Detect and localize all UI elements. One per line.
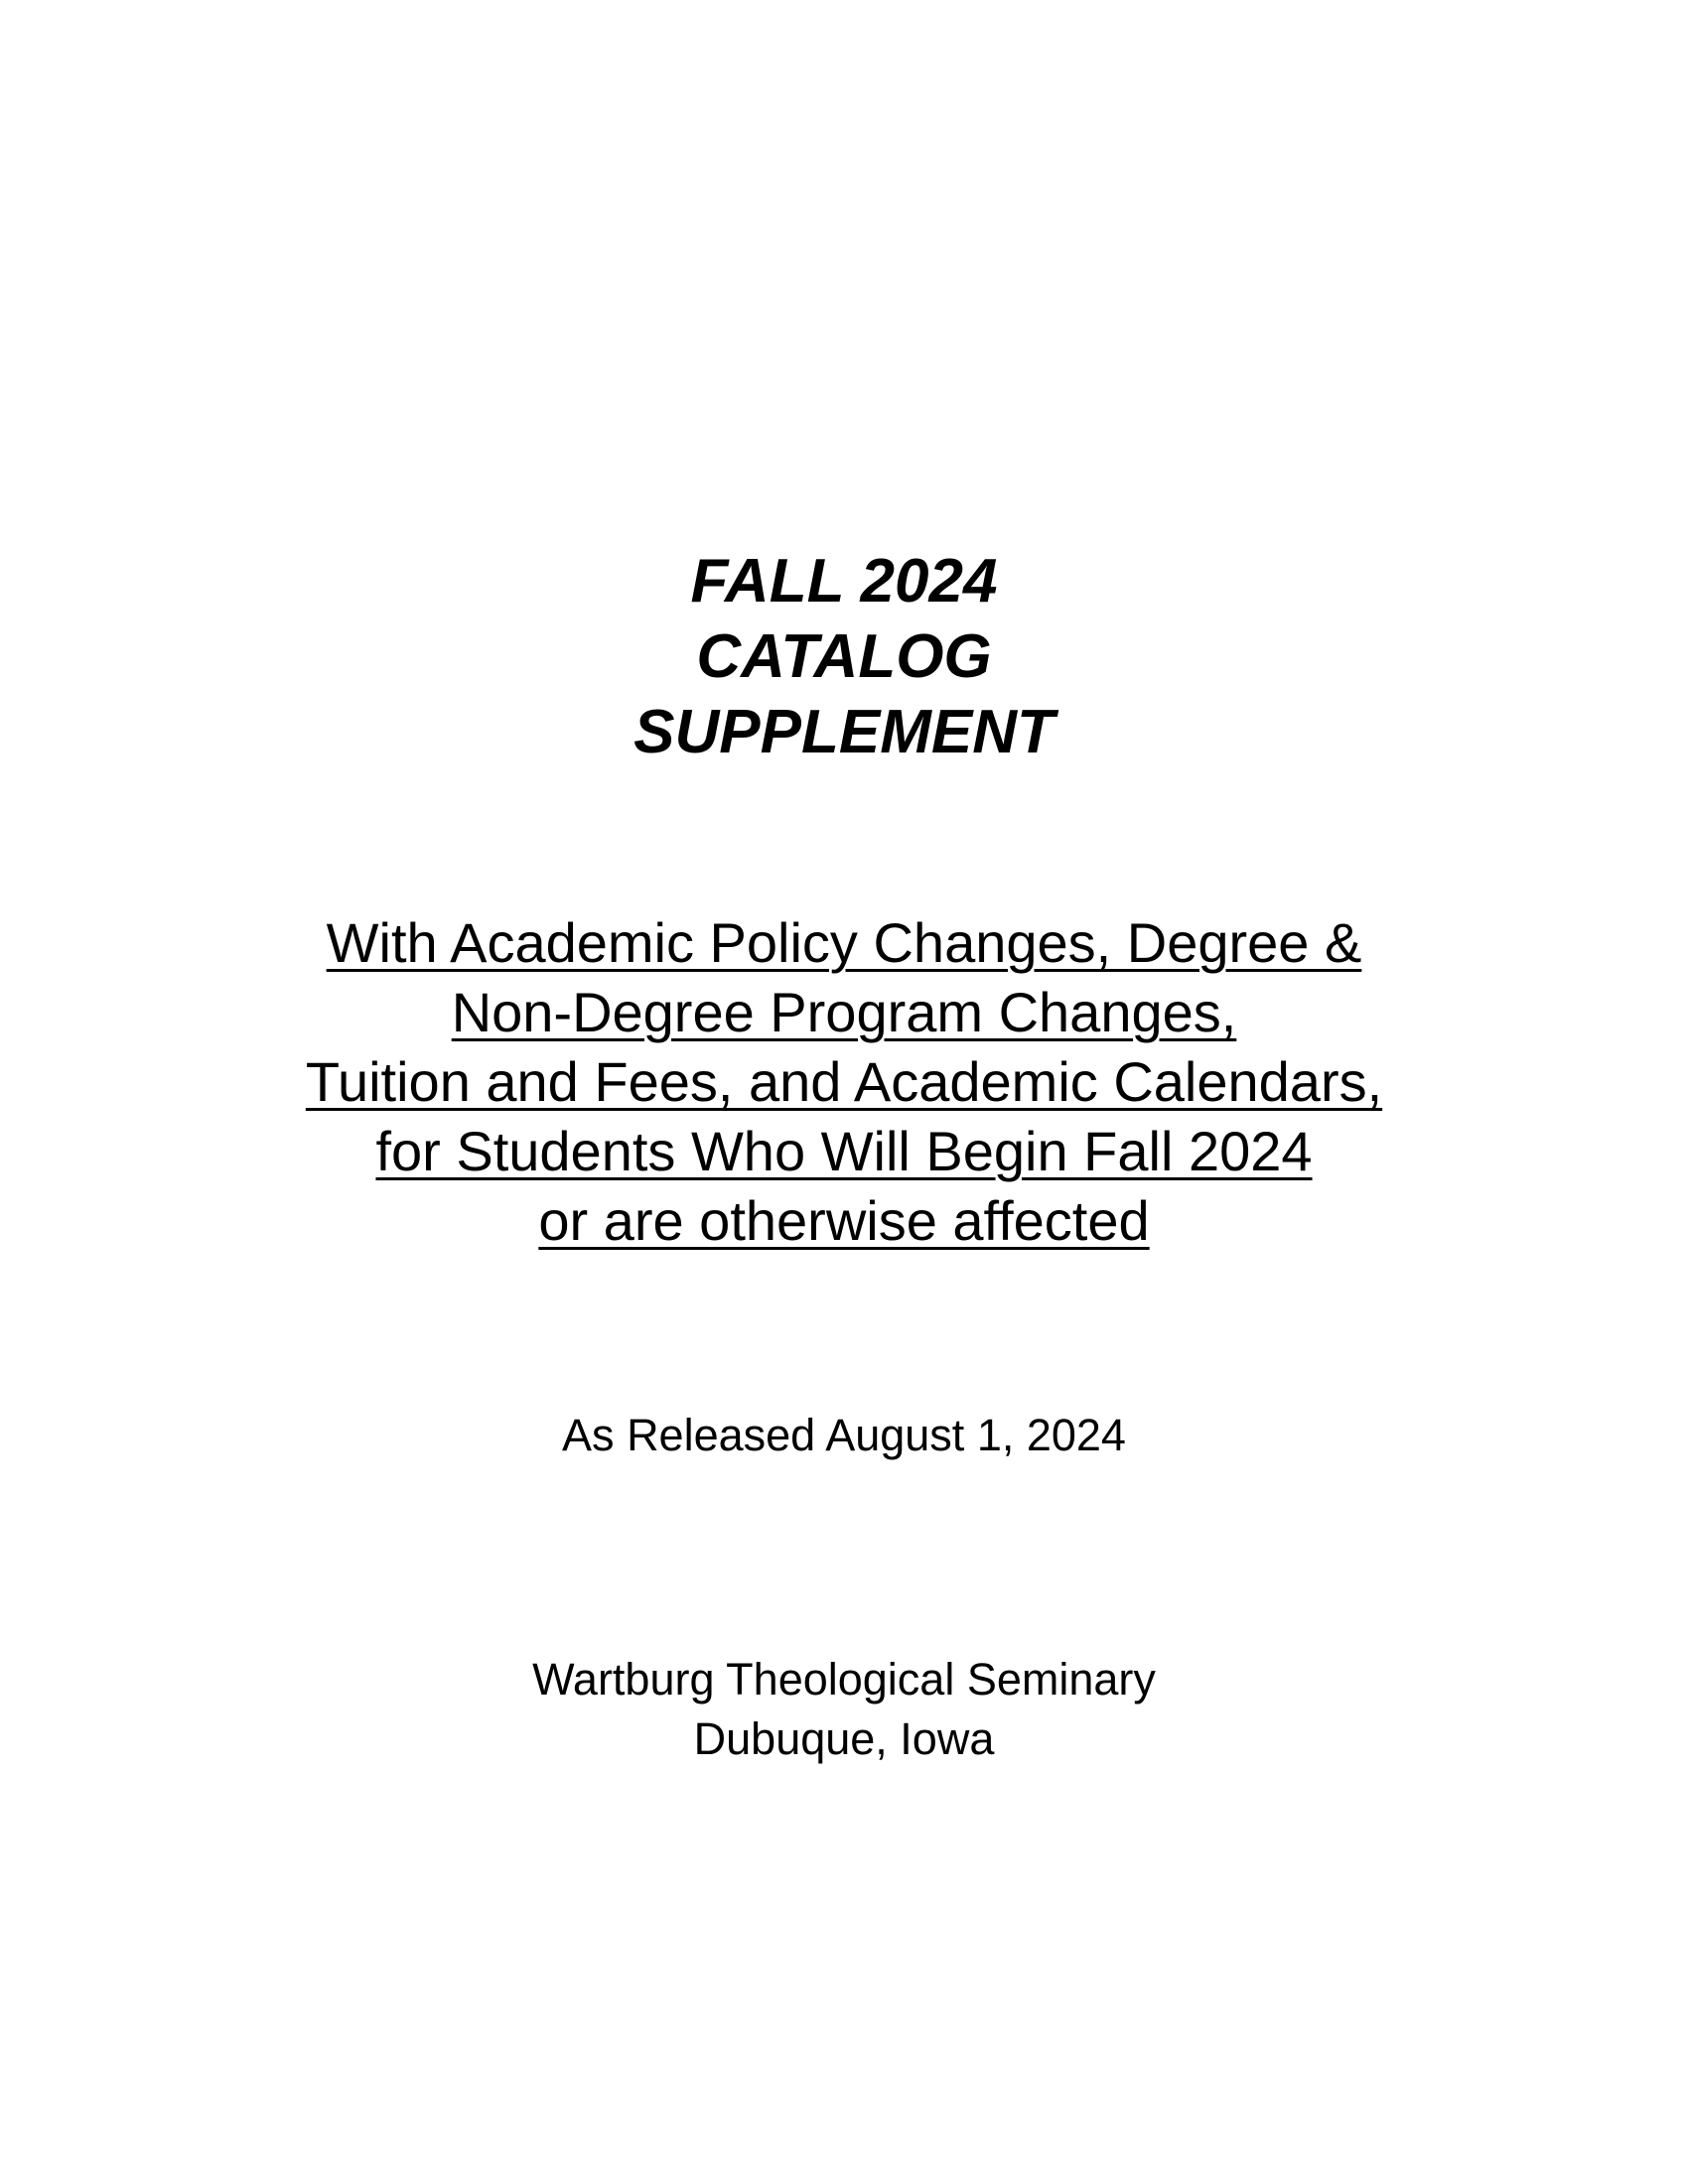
subtitle-line-2: Non-Degree Program Changes,: [451, 981, 1237, 1043]
title-line-3: SUPPLEMENT: [633, 698, 1055, 766]
subtitle-line-1: With Academic Policy Changes, Degree &: [326, 911, 1362, 974]
subtitle-line-3: Tuition and Fees, and Academic Calendars,: [305, 1050, 1383, 1113]
release-date: As Released August 1, 2024: [562, 1410, 1126, 1460]
institution-name: Wartburg Theological Seminary: [532, 1654, 1156, 1705]
title-line-2: CATALOG: [696, 622, 992, 691]
subtitle-line-5: or are otherwise affected: [538, 1189, 1150, 1252]
title-line-1: FALL 2024: [690, 547, 998, 615]
subtitle-line-4: for Students Who Will Begin Fall 2024: [375, 1120, 1313, 1182]
institution-location: Dubuque, Iowa: [693, 1713, 995, 1764]
